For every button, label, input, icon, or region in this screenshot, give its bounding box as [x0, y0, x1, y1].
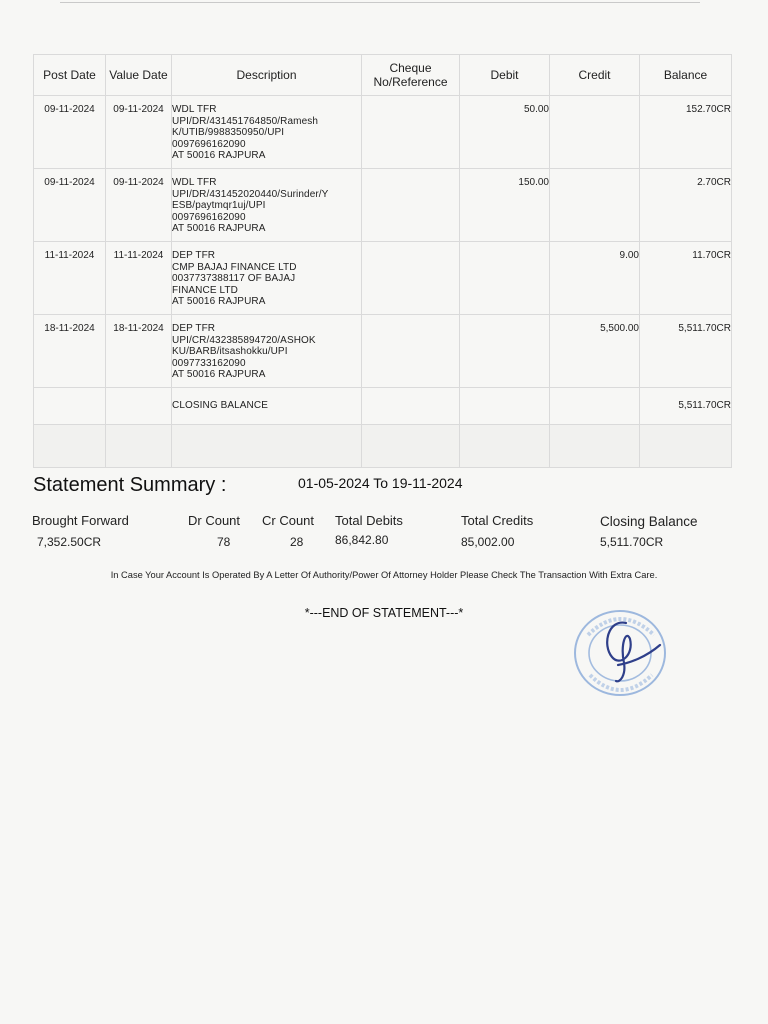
closing-balance-summary-value: 5,511.70CR	[600, 535, 664, 549]
closing-balance-row	[34, 388, 732, 425]
empty-cell	[640, 425, 732, 468]
description-line: K/UTIB/9988350950/UPI	[172, 127, 285, 138]
value-date-cell: 18-11-2024	[106, 315, 172, 388]
dr-count-label: Dr Count	[188, 513, 241, 528]
header-cheque-reference	[362, 55, 460, 96]
statement-table	[33, 54, 732, 468]
empty-cell	[362, 388, 460, 425]
balance-cell: 152.70CR	[640, 96, 732, 169]
table-row	[34, 315, 732, 388]
total-credits-label: Total Credits	[461, 513, 534, 528]
header-cheque-line2: No/Reference	[373, 75, 448, 89]
header-cheque-line1: Cheque	[389, 61, 432, 75]
credit-cell: 9.00	[550, 242, 640, 315]
balance-cell: 2.70CR	[640, 169, 732, 242]
description-cell	[172, 315, 362, 388]
closing-balance-value: 5,511.70CR	[640, 388, 732, 425]
value-date-cell: 09-11-2024	[106, 169, 172, 242]
description-line: CMP BAJAJ FINANCE LTD	[172, 261, 297, 273]
table-header-row	[34, 55, 732, 96]
cr-count-value: 28	[290, 535, 304, 549]
value-date-cell: 11-11-2024	[106, 242, 172, 315]
empty-cell	[106, 388, 172, 425]
header-value-date: Value Date	[106, 55, 172, 96]
balance-cell: 11.70CR	[640, 242, 732, 315]
cheque-cell	[362, 169, 460, 242]
brought-forward-value: 7,352.50CR	[37, 535, 102, 549]
cheque-cell	[362, 242, 460, 315]
bank-seal-stamp	[568, 605, 678, 705]
total-credits-value: 85,002.00	[461, 535, 515, 549]
empty-cell	[34, 388, 106, 425]
empty-cell	[172, 425, 362, 468]
seal-inner-ring	[589, 625, 651, 681]
closing-balance-label: CLOSING BALANCE	[172, 388, 362, 425]
statement-period: 01-05-2024 To 19-11-2024	[298, 475, 463, 491]
top-rule	[60, 2, 700, 3]
total-debits-value: 86,842.80	[335, 533, 389, 547]
description-line: 0097733162090	[172, 357, 246, 369]
header-post-date: Post Date	[34, 55, 106, 96]
closing-balance-summary-label: Closing Balance	[600, 514, 698, 529]
table-row	[34, 169, 732, 242]
header-debit: Debit	[460, 55, 550, 96]
statement-table-wrapper	[33, 54, 731, 468]
description-line: 0037737388117 OF BAJAJ	[172, 273, 296, 284]
credit-cell	[550, 96, 640, 169]
empty-cell	[550, 388, 640, 425]
blank-row	[34, 425, 732, 468]
description-line: KU/BARB/itsashokku/UPI	[172, 346, 288, 357]
cheque-cell	[362, 315, 460, 388]
description-line: UPI/CR/432385894720/ASHOK	[172, 334, 316, 346]
debit-cell: 50.00	[460, 96, 550, 169]
description-line: 0097696162090	[172, 138, 246, 150]
description-line: UPI/DR/431451764850/Ramesh	[172, 115, 319, 127]
description-line: UPI/DR/431452020440/Surinder/Y	[172, 188, 329, 200]
header-credit: Credit	[550, 55, 640, 96]
header-description: Description	[172, 55, 362, 96]
authority-note: In Case Your Account Is Operated By A Letter Of Authority/Power Of Attorney Holder Please Check The Transaction With Extra Care.	[110, 570, 658, 580]
value-date-cell: 09-11-2024	[106, 96, 172, 169]
empty-cell	[550, 425, 640, 468]
post-date-cell: 09-11-2024	[34, 96, 106, 169]
description-line: WDL TFR	[172, 104, 217, 115]
description-cell	[172, 96, 362, 169]
total-debits-label: Total Debits	[335, 513, 403, 528]
empty-cell	[362, 425, 460, 468]
description-line: ESB/paytmqr1uj/UPI	[172, 200, 266, 211]
cr-count-label: Cr Count	[262, 513, 315, 528]
description-line: 0097696162090	[172, 211, 246, 223]
table-row	[34, 242, 732, 315]
balance-cell: 5,511.70CR	[640, 315, 732, 388]
empty-cell	[34, 425, 106, 468]
post-date-cell: 11-11-2024	[34, 242, 106, 315]
empty-cell	[460, 388, 550, 425]
description-line: FINANCE LTD	[172, 284, 238, 296]
credit-cell: 5,500.00	[550, 315, 640, 388]
empty-cell	[106, 425, 172, 468]
description-cell	[172, 169, 362, 242]
header-balance: Balance	[640, 55, 732, 96]
table-row	[34, 96, 732, 169]
cheque-cell	[362, 96, 460, 169]
empty-cell	[460, 425, 550, 468]
debit-cell: 150.00	[460, 169, 550, 242]
description-line: AT 50016 RAJPURA	[172, 223, 266, 234]
description-line: AT 50016 RAJPURA	[172, 296, 266, 307]
description-line: AT 50016 RAJPURA	[172, 369, 266, 380]
description-line: DEP TFR	[172, 250, 216, 261]
brought-forward-label: Brought Forward	[32, 513, 129, 528]
statement-summary-title: Statement Summary :	[33, 474, 227, 496]
credit-cell	[550, 169, 640, 242]
debit-cell	[460, 315, 550, 388]
dr-count-value: 78	[217, 535, 231, 549]
description-cell	[172, 242, 362, 315]
description-line: AT 50016 RAJPURA	[172, 150, 266, 161]
end-of-statement: *---END OF STATEMENT---*	[304, 606, 464, 620]
post-date-cell: 18-11-2024	[34, 315, 106, 388]
debit-cell	[460, 242, 550, 315]
description-line: DEP TFR	[172, 323, 216, 334]
description-line: WDL TFR	[172, 177, 217, 188]
post-date-cell: 09-11-2024	[34, 169, 106, 242]
